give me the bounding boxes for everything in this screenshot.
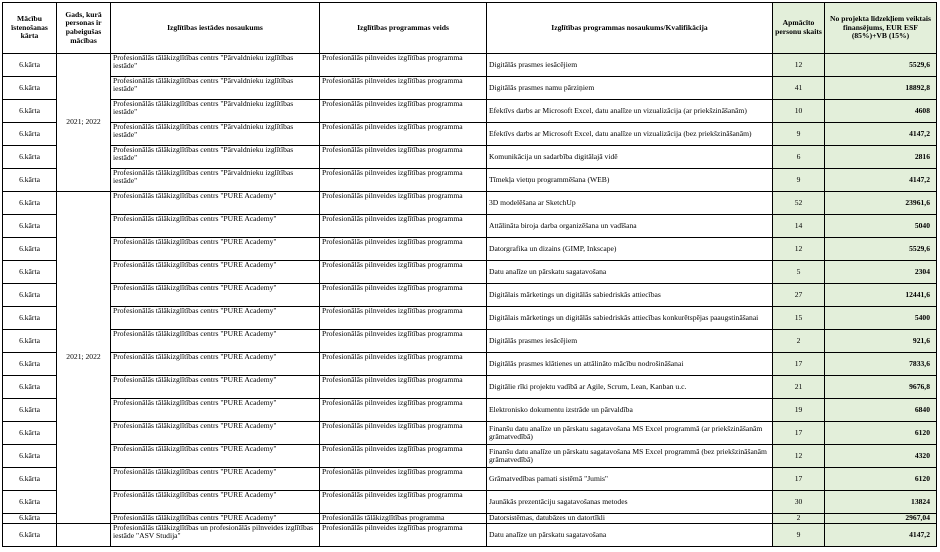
funding-cell: 9676,8 xyxy=(825,376,937,399)
card-cell: 6.kārta xyxy=(3,100,57,123)
field-cell: Profesionālās pilnveides izglītības programma xyxy=(320,100,487,123)
institution-cell: Profesionālās tālākizglītības un profesionālās pilnveides izglītības iestāde "ASV Studija" xyxy=(111,524,320,547)
program-cell: Jaunākās prezentāciju sagatavošanas metodes xyxy=(487,491,773,514)
card-cell: 6.kārta xyxy=(3,169,57,192)
institution-cell: Profesionālās tālākizglītības centrs "PURE Academy" xyxy=(111,376,320,399)
card-cell: 6.kārta xyxy=(3,77,57,100)
funding-cell: 6120 xyxy=(825,468,937,491)
program-cell: Datorgrafika un dizains (GIMP, Inkscape) xyxy=(487,238,773,261)
table-body xyxy=(3,54,937,547)
people-count-cell: 27 xyxy=(773,284,825,307)
table-row xyxy=(3,514,937,524)
table-row xyxy=(3,399,937,422)
table-row xyxy=(3,215,937,238)
people-count-cell: 17 xyxy=(773,468,825,491)
funding-cell: 18892,8 xyxy=(825,77,937,100)
institution-cell: Profesionālās tālākizglītības centrs "PURE Academy" xyxy=(111,514,320,524)
funding-cell: 6120 xyxy=(825,422,937,445)
people-count-cell: 12 xyxy=(773,238,825,261)
funding-cell: 5040 xyxy=(825,215,937,238)
program-cell: Finanšu datu analīze un pārskatu sagatavošana MS Excel programmā (ar priekšzināšanām grāmatvedībā) xyxy=(487,422,773,445)
field-cell: Profesionālās pilnveides izglītības programma xyxy=(320,376,487,399)
table-row xyxy=(3,376,937,399)
header-institution: Izglītības iestādes nosaukums xyxy=(111,3,320,54)
table-row xyxy=(3,284,937,307)
card-cell: 6.kārta xyxy=(3,445,57,468)
people-count-cell: 2 xyxy=(773,514,825,524)
table-row xyxy=(3,307,937,330)
people-count-cell: 6 xyxy=(773,146,825,169)
table-row xyxy=(3,445,937,468)
people-count-cell: 10 xyxy=(773,100,825,123)
field-cell: Profesionālās pilnveides izglītības programma xyxy=(320,491,487,514)
field-cell: Profesionālās pilnveides izglītības programma xyxy=(320,169,487,192)
people-count-cell: 17 xyxy=(773,353,825,376)
card-cell: 6.kārta xyxy=(3,514,57,524)
field-cell: Profesionālās pilnveides izglītības programma xyxy=(320,284,487,307)
institution-cell: Profesionālās tālākizglītības centrs "PURE Academy" xyxy=(111,491,320,514)
people-count-cell: 41 xyxy=(773,77,825,100)
funding-cell: 4147,2 xyxy=(825,123,937,146)
table-row xyxy=(3,169,937,192)
institution-cell: Profesionālās tālākizglītības centrs "PURE Academy" xyxy=(111,215,320,238)
program-cell: Elektronisko dokumentu izstrāde un pārvaldība xyxy=(487,399,773,422)
year-cell: 2021; 2022 xyxy=(57,54,111,192)
people-count-cell: 19 xyxy=(773,399,825,422)
header-year: Gads, kurā personas ir pabeigušas mācības xyxy=(57,3,111,54)
field-cell: Profesionālās pilnveides izglītības programma xyxy=(320,399,487,422)
header-funding: No projekta līdzekļiem veiktais finansējums, EUR ESF (85%)+VB (15%) xyxy=(825,3,937,54)
card-cell: 6.kārta xyxy=(3,123,57,146)
table-row xyxy=(3,524,937,547)
field-cell: Profesionālās pilnveides izglītības programma xyxy=(320,353,487,376)
card-cell: 6.kārta xyxy=(3,307,57,330)
field-cell: Profesionālās pilnveides izglītības programma xyxy=(320,54,487,77)
table-row xyxy=(3,100,937,123)
people-count-cell: 14 xyxy=(773,215,825,238)
program-cell: Efektīvs darbs ar Microsoft Excel, datu analīze un vizualizācija (ar priekšzināšanām) xyxy=(487,100,773,123)
field-cell: Profesionālās pilnveides izglītības programma xyxy=(320,146,487,169)
people-count-cell: 21 xyxy=(773,376,825,399)
program-cell: Datu analīze un pārskatu sagatavošana xyxy=(487,261,773,284)
funding-cell: 5529,6 xyxy=(825,54,937,77)
card-cell: 6.kārta xyxy=(3,468,57,491)
institution-cell: Profesionālās tālākizglītības centrs "Pārvaldnieku izglītības iestāde" xyxy=(111,100,320,123)
program-cell: Digitālās prasmes klātienes un attālināto mācību nodrošināšanai xyxy=(487,353,773,376)
program-cell: Digitālais mārketings un digitālās sabiedriskās attiecības xyxy=(487,284,773,307)
table-row xyxy=(3,192,937,215)
field-cell: Profesionālās pilnveides izglītības programma xyxy=(320,307,487,330)
field-cell: Profesionālās pilnveides izglītības programma xyxy=(320,261,487,284)
program-cell: Finanšu datu analīze un pārskatu sagatavošana MS Excel programmā (bez priekšzināšanām grāmatvedībā) xyxy=(487,445,773,468)
program-cell: Digitālās prasmes namu pārziņiem xyxy=(487,77,773,100)
funding-cell: 4320 xyxy=(825,445,937,468)
funding-cell: 4147,2 xyxy=(825,524,937,547)
funding-cell: 4147,2 xyxy=(825,169,937,192)
funding-cell: 2304 xyxy=(825,261,937,284)
card-cell: 6.kārta xyxy=(3,54,57,77)
institution-cell: Profesionālās tālākizglītības centrs "PURE Academy" xyxy=(111,468,320,491)
institution-cell: Profesionālās tālākizglītības centrs "PURE Academy" xyxy=(111,284,320,307)
institution-cell: Profesionālās tālākizglītības centrs "PURE Academy" xyxy=(111,445,320,468)
people-count-cell: 2 xyxy=(773,330,825,353)
table-row xyxy=(3,353,937,376)
card-cell: 6.kārta xyxy=(3,192,57,215)
people-count-cell: 17 xyxy=(773,422,825,445)
program-cell: Tīmekļa vietņu programmēšana (WEB) xyxy=(487,169,773,192)
institution-cell: Profesionālās tālākizglītības centrs "Pārvaldnieku izglītības iestāde" xyxy=(111,169,320,192)
year-cell: 2021; 2022 xyxy=(57,192,111,524)
institution-cell: Profesionālās tālākizglītības centrs "Pārvaldnieku izglītības iestāde" xyxy=(111,123,320,146)
funding-cell: 4608 xyxy=(825,100,937,123)
card-cell: 6.kārta xyxy=(3,238,57,261)
card-cell: 6.kārta xyxy=(3,491,57,514)
header-program: Izglītības programmas nosaukums/Kvalifikācija xyxy=(487,3,773,54)
field-cell: Profesionālās pilnveides izglītības programma xyxy=(320,192,487,215)
table-row xyxy=(3,146,937,169)
funding-cell: 921,6 xyxy=(825,330,937,353)
funding-cell: 2816 xyxy=(825,146,937,169)
program-cell: Attālināta biroja darba organizēšana un vadīšana xyxy=(487,215,773,238)
table-row xyxy=(3,238,937,261)
card-cell: 6.kārta xyxy=(3,376,57,399)
funding-cell: 5400 xyxy=(825,307,937,330)
funding-cell: 23961,6 xyxy=(825,192,937,215)
header-field: Izglītības programmas veids xyxy=(320,3,487,54)
field-cell: Profesionālās tālākizglītības programma xyxy=(320,514,487,524)
field-cell: Profesionālās pilnveides izglītības programma xyxy=(320,468,487,491)
field-cell: Profesionālās pilnveides izglītības programma xyxy=(320,123,487,146)
field-cell: Profesionālās pilnveides izglītības programma xyxy=(320,77,487,100)
people-count-cell: 9 xyxy=(773,169,825,192)
institution-cell: Profesionālās tālākizglītības centrs "Pārvaldnieku izglītības iestāde" xyxy=(111,54,320,77)
program-cell: Komunikācija un sadarbība digitālajā vidē xyxy=(487,146,773,169)
field-cell: Profesionālās pilnveides izglītības programma xyxy=(320,215,487,238)
funding-cell: 6840 xyxy=(825,399,937,422)
card-cell: 6.kārta xyxy=(3,215,57,238)
program-cell: Digitālais mārketings un digitālās sabiedriskās attiecības konkurētspējas paaugstināšanai xyxy=(487,307,773,330)
program-cell: Digitālās prasmes iesācējiem xyxy=(487,330,773,353)
program-cell: Efektīvs darbs ar Microsoft Excel, datu analīze un vizualizācija (bez priekšzināšanām) xyxy=(487,123,773,146)
people-count-cell: 30 xyxy=(773,491,825,514)
institution-cell: Profesionālās tālākizglītības centrs "Pārvaldnieku izglītības iestāde" xyxy=(111,146,320,169)
header-row xyxy=(3,3,937,54)
people-count-cell: 52 xyxy=(773,192,825,215)
funding-cell: 2967,04 xyxy=(825,514,937,524)
people-count-cell: 5 xyxy=(773,261,825,284)
program-cell: Digitālās prasmes iesācējiem xyxy=(487,54,773,77)
program-cell: Grāmatvedības pamati sistēmā "Jumis" xyxy=(487,468,773,491)
funding-cell: 13824 xyxy=(825,491,937,514)
card-cell: 6.kārta xyxy=(3,399,57,422)
institution-cell: Profesionālās tālākizglītības centrs "PURE Academy" xyxy=(111,307,320,330)
institution-cell: Profesionālās tālākizglītības centrs "PURE Academy" xyxy=(111,261,320,284)
program-cell: Digitālie rīki projektu vadībā ar Agile, Scrum, Lean, Kanban u.c. xyxy=(487,376,773,399)
program-cell: Datorsistēmas, datubāzes un datortīkli xyxy=(487,514,773,524)
table-row xyxy=(3,54,937,77)
table-row xyxy=(3,422,937,445)
table-row xyxy=(3,123,937,146)
institution-cell: Profesionālās tālākizglītības centrs "PURE Academy" xyxy=(111,330,320,353)
people-count-cell: 9 xyxy=(773,123,825,146)
card-cell: 6.kārta xyxy=(3,524,57,547)
header-people: Apmācīto personu skaits xyxy=(773,3,825,54)
program-cell: 3D modelēšana ar SketchUp xyxy=(487,192,773,215)
funding-cell: 12441,6 xyxy=(825,284,937,307)
card-cell: 6.kārta xyxy=(3,146,57,169)
institution-cell: Profesionālās tālākizglītības centrs "Pārvaldnieku izglītības iestāde" xyxy=(111,77,320,100)
card-cell: 6.kārta xyxy=(3,353,57,376)
field-cell: Profesionālās pilnveides izglītības programma xyxy=(320,422,487,445)
year-cell xyxy=(57,524,111,547)
card-cell: 6.kārta xyxy=(3,330,57,353)
funding-cell: 5529,6 xyxy=(825,238,937,261)
card-cell: 6.kārta xyxy=(3,261,57,284)
header-card: Mācību īstenošanas kārta xyxy=(3,3,57,54)
table-row xyxy=(3,330,937,353)
program-cell: Datu analīze un pārskatu sagatavošana xyxy=(487,524,773,547)
institution-cell: Profesionālās tālākizglītības centrs "PURE Academy" xyxy=(111,399,320,422)
field-cell: Profesionālās pilnveides izglītības programma xyxy=(320,524,487,547)
institution-cell: Profesionālās tālākizglītības centrs "PURE Academy" xyxy=(111,238,320,261)
training-results-table xyxy=(2,2,937,547)
institution-cell: Profesionālās tālākizglītības centrs "PURE Academy" xyxy=(111,422,320,445)
people-count-cell: 12 xyxy=(773,54,825,77)
field-cell: Profesionālās pilnveides izglītības programma xyxy=(320,330,487,353)
table-row xyxy=(3,261,937,284)
table-row xyxy=(3,491,937,514)
people-count-cell: 12 xyxy=(773,445,825,468)
institution-cell: Profesionālās tālākizglītības centrs "PURE Academy" xyxy=(111,192,320,215)
institution-cell: Profesionālās tālākizglītības centrs "PURE Academy" xyxy=(111,353,320,376)
table-row xyxy=(3,468,937,491)
funding-cell: 7833,6 xyxy=(825,353,937,376)
card-cell: 6.kārta xyxy=(3,422,57,445)
field-cell: Profesionālās pilnveides izglītības programma xyxy=(320,445,487,468)
table-row xyxy=(3,77,937,100)
card-cell: 6.kārta xyxy=(3,284,57,307)
people-count-cell: 9 xyxy=(773,524,825,547)
field-cell: Profesionālās pilnveides izglītības programma xyxy=(320,238,487,261)
people-count-cell: 15 xyxy=(773,307,825,330)
